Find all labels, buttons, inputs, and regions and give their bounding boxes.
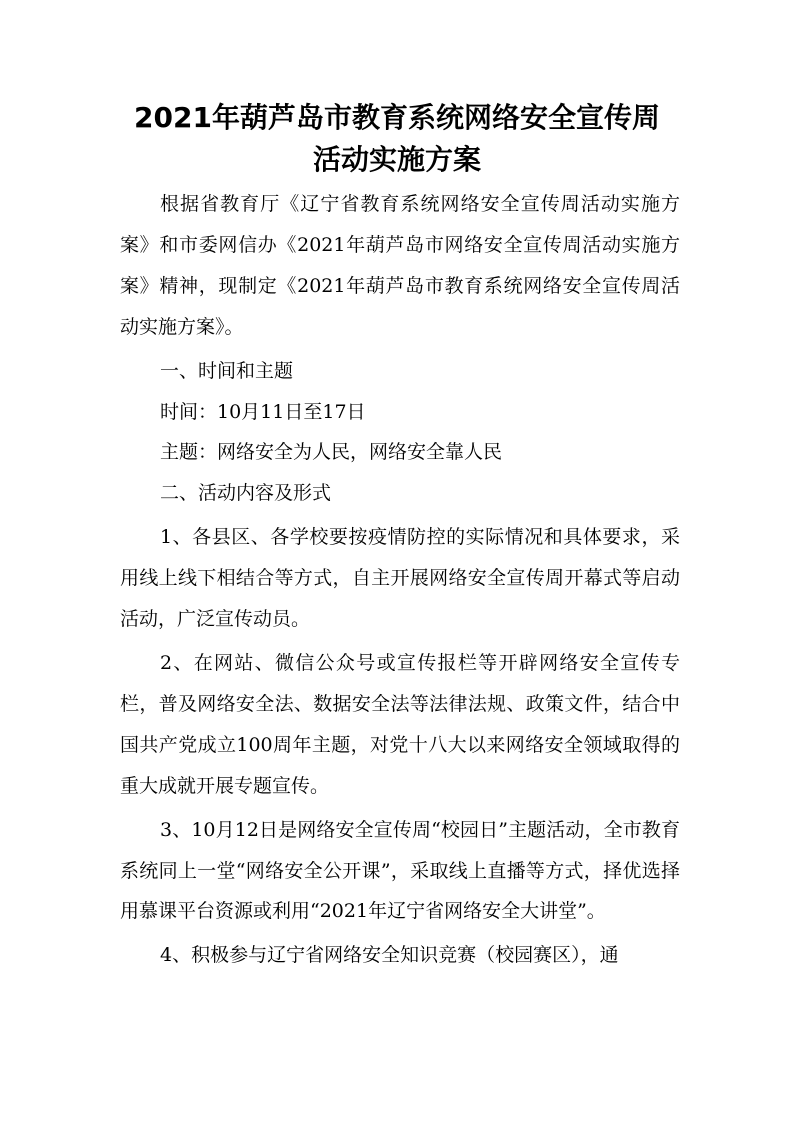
paragraph-item-4: 4、积极参与辽宁省网络安全知识竞赛（校园赛区），通	[160, 944, 619, 967]
document-title-line-2: 活动实施方案	[312, 143, 481, 176]
paragraph-item-2: 2、在网站、微信公众号或宣传报栏等开辟网络安全宣传专栏，普及网络安全法、数据安全法等法律法规、政策文件，结合中国共产党成立100周年主题，对党十八大以来网络安全领域取得的重大成就开展专题宣传。	[120, 651, 680, 797]
paragraph-time: 时间：10月11日至17日	[160, 400, 366, 423]
document-body	[120, 184, 680, 979]
section-heading-time-theme: 一、时间和主题	[160, 359, 294, 382]
paragraph-intro: 根据省教育厅《辽宁省教育系统网络安全宣传周活动实施方案》和市委网信办《2021年葫芦岛市网络安全宣传周活动实施方案》精神，现制定《2021年葫芦岛市教育系统网络安全宣传周活动实施方案》。	[120, 193, 680, 338]
paragraph-theme: 主题：网络安全为人民，网络安全靠人民	[160, 441, 503, 464]
document-title-line-1: 2021年葫芦岛市教育系统网络安全宣传周	[134, 101, 660, 134]
section-heading-activities: 二、活动内容及形式	[160, 482, 332, 505]
paragraph-item-3: 3、10月12日是网络安全宣传周“校园日”主题活动，全市教育系统同上一堂“网络安全公开课”，采取线上直播等方式，择优选择用慕课平台资源或利用“2021年辽宁省网络安全大讲堂”。	[120, 818, 680, 923]
paragraph-item-1: 1、各县区、各学校要按疫情防控的实际情况和具体要求，采用线上线下相结合等方式，自主开展网络安全宣传周开幕式等启动活动，广泛宣传动员。	[120, 526, 680, 631]
